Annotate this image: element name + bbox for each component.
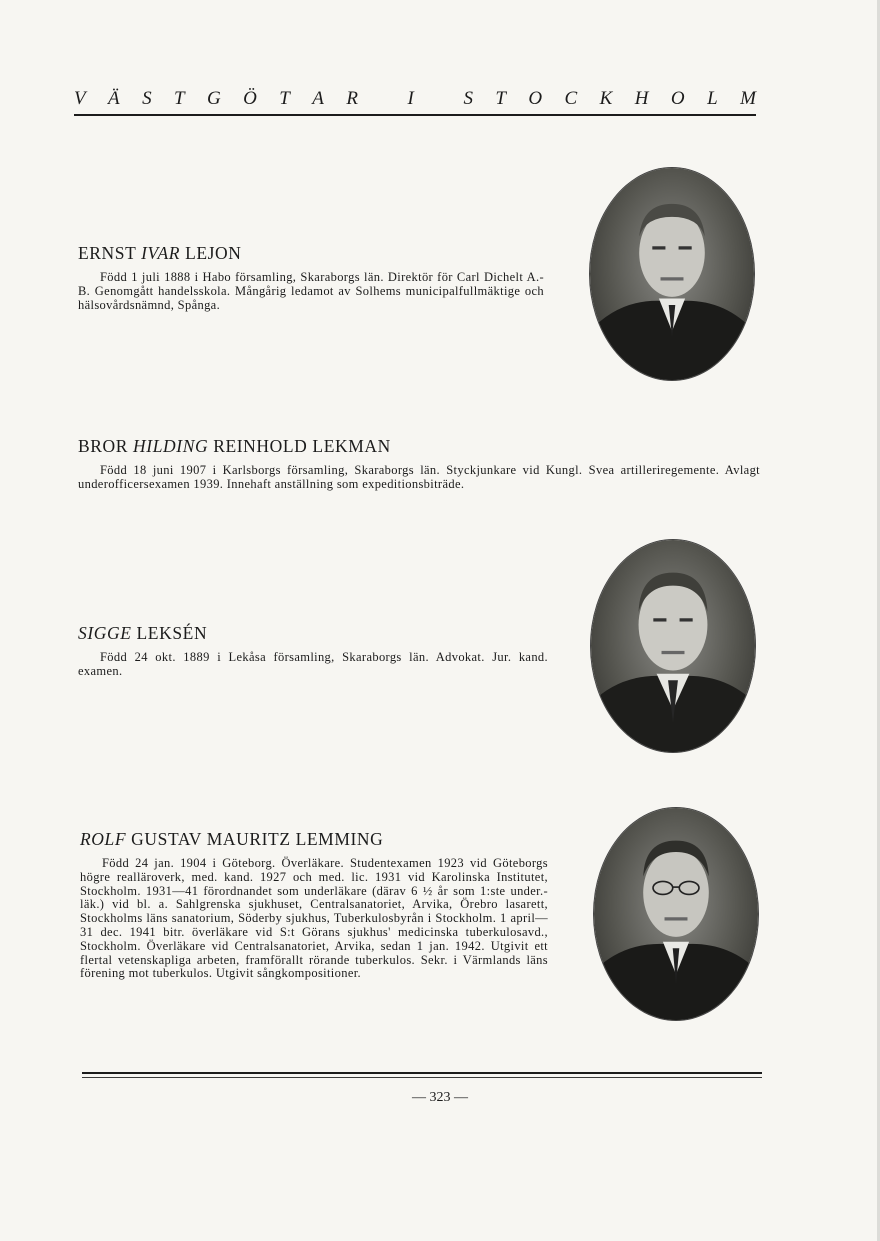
entry-biography: Född 24 jan. 1904 i Göteborg. Överläkare. Studentexamen 1923 vid Göteborgs högre realläroverk, med. kand. 1927 och med. lic. 1931 vid Karolinska Institutet, Stockholm. 1931—41 förordnandet som underläkare (därav 6 ½ år som 1:ste under.-läk.) vid bl. a. Sahlgrenska sjukhuset, Centralsanatoriet, Arvika, Örebro lasarett, Stockholms läns sanatorium, Söderby sjukhus, Tuberkulosbyrån i Stockholm. 1 april—31 dec. 1941 bitr. överläkare vid S:t Görans sjukhus' medicinska tuberkulosavd., Stockholm. Överläkare vid Centralsanatoriet, Arvika, sedan 1 jan. 1942. Utgivit ett flertal vetenskapliga arbeten, framförallt rörande tuberkulos. Sekr. i Värmlands läns förening mot tuberkulos. Utgivit sångkompositioner. <box>80 856 548 981</box>
entry-biography: Född 24 okt. 1889 i Lekåsa församling, Skaraborgs län. Advokat. Jur. kand. examen. <box>78 650 548 678</box>
running-head-letter: S <box>142 88 152 109</box>
running-head-letter: Ö <box>243 88 257 109</box>
entry-lejon <box>78 243 544 312</box>
man-portrait-icon <box>590 168 754 380</box>
running-head-letter: T <box>173 88 185 109</box>
entry-biography: Född 1 juli 1888 i Habo församling, Skaraborgs län. Direktör för Carl Dichelt A.-B. Genomgått handelsskola. Mångårig ledamot av Solhems municipalfullmäktige och hälsovårdsnämnd, Spånga. <box>78 270 544 312</box>
entry-leksen <box>78 623 548 679</box>
running-head-letter: G <box>206 88 221 109</box>
running-head-letter: L <box>707 88 718 109</box>
entry-name: ERNST IVAR LEJON <box>78 243 242 263</box>
running-head-letter: O <box>670 88 685 109</box>
entry-biography: Född 18 juni 1907 i Karlsborgs församling, Skaraborgs län. Styckjunkare vid Kungl. Svea artilleriregemente. Avlagt underofficersexamen 1939. Innehaft anställning som expeditionsbiträde. <box>78 463 760 491</box>
running-head-letter: S <box>463 88 473 109</box>
running-head-letter: R <box>346 88 358 109</box>
running-head-letter <box>380 88 385 110</box>
running-head-letter: T <box>279 88 290 109</box>
portrait-photo <box>591 540 755 752</box>
running-head-letter: C <box>564 88 578 109</box>
man-portrait-icon <box>594 808 758 1020</box>
entry-name: SIGGE LEKSÉN <box>78 623 208 643</box>
running-head-letter: Ä <box>108 88 120 109</box>
running-head-letter: M <box>740 88 756 109</box>
running-head-letter: K <box>599 88 613 109</box>
running-head-letter: T <box>495 88 506 109</box>
footer-rule-thin <box>82 1077 762 1078</box>
running-head-letter: A <box>312 88 324 109</box>
portrait-photo <box>590 168 754 380</box>
running-head-letter: H <box>634 88 649 109</box>
running-head-letter: O <box>528 88 543 109</box>
entry-lekman <box>78 436 760 492</box>
man-portrait-icon <box>591 540 755 752</box>
footer-rule <box>82 1072 762 1074</box>
running-head-letter <box>436 88 441 110</box>
header-rule <box>74 114 756 116</box>
running-head <box>74 88 756 110</box>
entry-name: ROLF GUSTAV MAURITZ LEMMING <box>80 829 384 849</box>
page-number: — 323 — <box>412 1090 468 1105</box>
entry-lemming <box>80 829 548 981</box>
running-head-letter: I <box>407 88 414 109</box>
running-head-letter: V <box>74 88 86 109</box>
entry-name: BROR HILDING REINHOLD LEKMAN <box>78 436 391 456</box>
portrait-photo <box>594 808 758 1020</box>
